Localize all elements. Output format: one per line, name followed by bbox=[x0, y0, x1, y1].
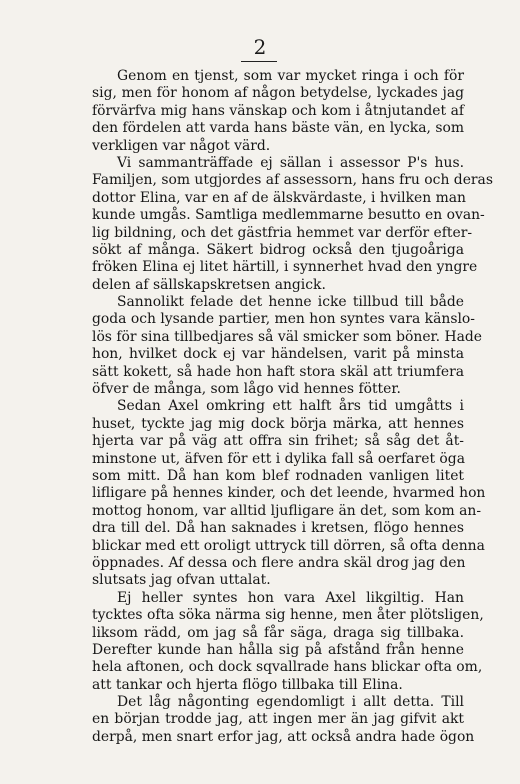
text-line: kunde umgås. Samtliga medlemmarne besutto en ovan- bbox=[92, 207, 485, 224]
text-line: öfver de många, som lågo vid hennes fötter. bbox=[92, 381, 401, 398]
text-line: som mitt. Då han kom blef rodnaden vanligen litet bbox=[92, 467, 464, 484]
text-line: hela aftonen, och dock sqvallrade hans blickar ofta om, bbox=[92, 659, 483, 676]
text-line: Ej heller syntes hon vara Axel likgiltig. Han bbox=[117, 589, 464, 606]
text-line: Familjen, som utgjordes af assessorn, hans fru och deras bbox=[92, 172, 493, 189]
text-line: tycktes ofta söka närma sig henne, men åter plötsligen, bbox=[92, 607, 484, 624]
text-line: Derefter kunde han hålla sig på afstånd från henne bbox=[92, 641, 464, 658]
text-line: lig bildning, och det gästfria hemmet var derför efter- bbox=[92, 224, 473, 241]
body-text bbox=[92, 68, 493, 746]
text-line: slutsats jag ofvan uttalat. bbox=[92, 572, 271, 589]
text-line: Det låg någonting egendomligt i allt detta. Till bbox=[117, 694, 464, 711]
text-line: lös för sina tillbedjares så väl smicker som böner. Hade bbox=[92, 328, 483, 345]
text-line: Sedan Axel omkring ett halft års tid umgåtts i bbox=[117, 398, 464, 415]
text-line: hon, hvilket dock ej var händelsen, varit på minsta bbox=[92, 346, 464, 363]
text-line: att tankar och hjerta flögo tillbaka till Elina. bbox=[92, 676, 403, 693]
page-number-rule bbox=[241, 61, 277, 62]
text-line: öppnades. Af dessa och flere andra skäl drog jag den bbox=[92, 554, 466, 571]
text-line: delen af sällskapskretsen angick. bbox=[92, 276, 326, 293]
text-line: sätt kokett, så hade hon haft stora skäl att triumfera bbox=[92, 363, 464, 380]
text-line: sig, men för honom af någon betydelse, lyckades jag bbox=[92, 85, 464, 102]
text-line: verkligen var något värd. bbox=[92, 137, 271, 154]
page-number: 2 bbox=[253, 35, 267, 59]
text-line: fröken Elina ej litet härtill, i synnerhet hvad den yngre bbox=[92, 259, 478, 276]
text-line: Sannolikt felade det henne icke tillbud till både bbox=[117, 294, 464, 311]
text-line: hjerta var på väg att offra sin frihet; så såg det åt- bbox=[92, 433, 464, 450]
text-line: dra till del. Då han saknades i kretsen, flögo hennes bbox=[92, 520, 464, 537]
text-line: sökt af många. Säkert bidrog också den tjugoåriga bbox=[92, 241, 464, 258]
text-line: goda och lysande partier, men hon syntes vara känslo- bbox=[92, 311, 475, 328]
text-line: lifligare på hennes kinder, och det leende, hvarmed hon bbox=[92, 485, 486, 502]
text-line: huset, tyckte jag mig dock börja märka, att hennes bbox=[92, 415, 464, 432]
text-line: Vi sammanträffade ej sällan i assessor P's hus. bbox=[117, 154, 464, 171]
text-line: dottor Elina, var en af de älskvärdaste, i hvilken man bbox=[92, 189, 466, 206]
text-line: minstone ut, äfven för ett i dylika fall så oerfaret öga bbox=[92, 450, 465, 467]
text-line: derpå, men snart erfor jag, att också andra hade ögon bbox=[92, 728, 475, 745]
text-line: mottog honom, var alltid ljufligare än det, som kom an- bbox=[92, 502, 482, 519]
text-line: förvärfva mig hans vänskap och kom i åtnjutandet af bbox=[92, 102, 464, 119]
text-line: blickar med ett oroligt uttryck till dörren, så ofta denna bbox=[92, 537, 485, 554]
text-line: Genom en tjenst, som var mycket ringa i och för bbox=[117, 68, 464, 84]
text-line: liksom rädd, om jag så får säga, draga sig tillbaka. bbox=[92, 624, 464, 641]
text-line: en början trodde jag, att ingen mer än jag gifvit akt bbox=[92, 711, 464, 728]
text-line: den fördelen att varda hans bäste vän, en lycka, som bbox=[92, 120, 464, 137]
